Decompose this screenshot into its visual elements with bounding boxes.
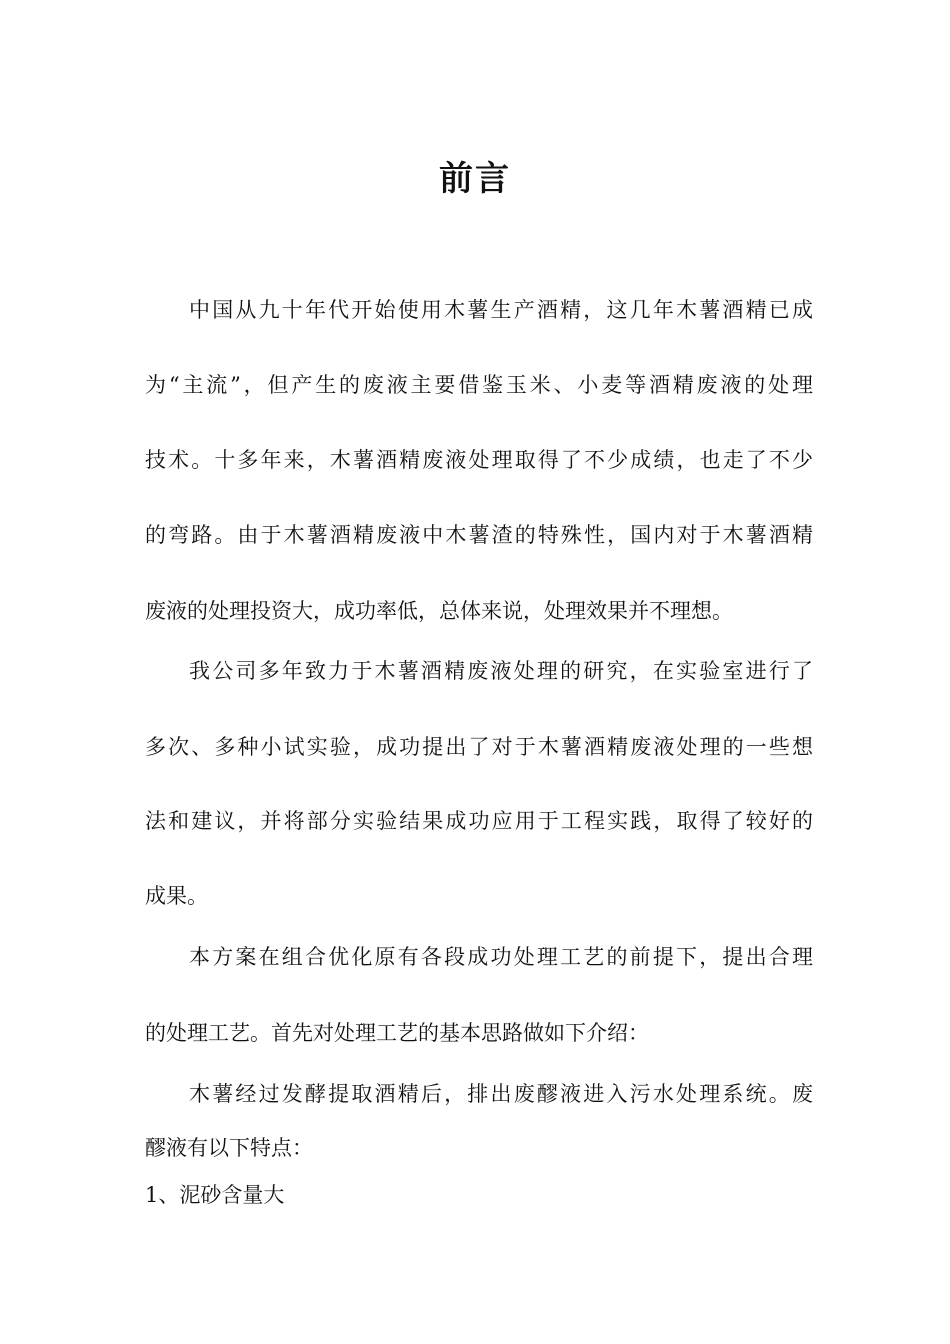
paragraph-1-line-5: 废液的处理投资大，成功率低，总体来说，处理效果并不理想。 xyxy=(145,599,733,623)
paragraph-3-line-1: 本方案在组合优化原有各段成功处理工艺的前提下，提出合理 xyxy=(189,945,813,969)
paragraph-1-line-4: 的弯路。由于木薯酒精废液中木薯渣的特殊性，国内对于木薯酒精 xyxy=(145,523,813,547)
paragraph-3-line-2: 的处理工艺。首先对处理工艺的基本思路做如下介绍： xyxy=(145,1021,649,1045)
paragraph-4-line-1: 木薯经过发酵提取酒精后，排出废醪液进入污水处理系统。废 xyxy=(189,1082,813,1106)
paragraph-2-line-4: 成果。 xyxy=(145,884,208,908)
paragraph-1-line-2: 为“主流”，但产生的废液主要借鉴玉米、小麦等酒精废液的处理 xyxy=(145,373,813,397)
list-item-1: 1、泥砂含量大 xyxy=(145,1183,285,1207)
paragraph-2-line-3: 法和建议，并将部分实验结果成功应用于工程实践，取得了较好的 xyxy=(145,809,813,833)
paragraph-2-line-1: 我公司多年致力于木薯酒精废液处理的研究，在实验室进行了 xyxy=(189,659,813,683)
paragraph-1-line-3: 技术。十多年来，木薯酒精废液处理取得了不少成绩，也走了不少 xyxy=(145,448,813,472)
paragraph-2-line-2: 多次、多种小试实验，成功提出了对于木薯酒精废液处理的一些想 xyxy=(145,735,813,759)
paragraph-1-line-1: 中国从九十年代开始使用木薯生产酒精，这几年木薯酒精已成 xyxy=(189,298,813,322)
page-title: 前言 xyxy=(439,159,511,199)
paragraph-4-line-2: 醪液有以下特点： xyxy=(145,1136,313,1160)
